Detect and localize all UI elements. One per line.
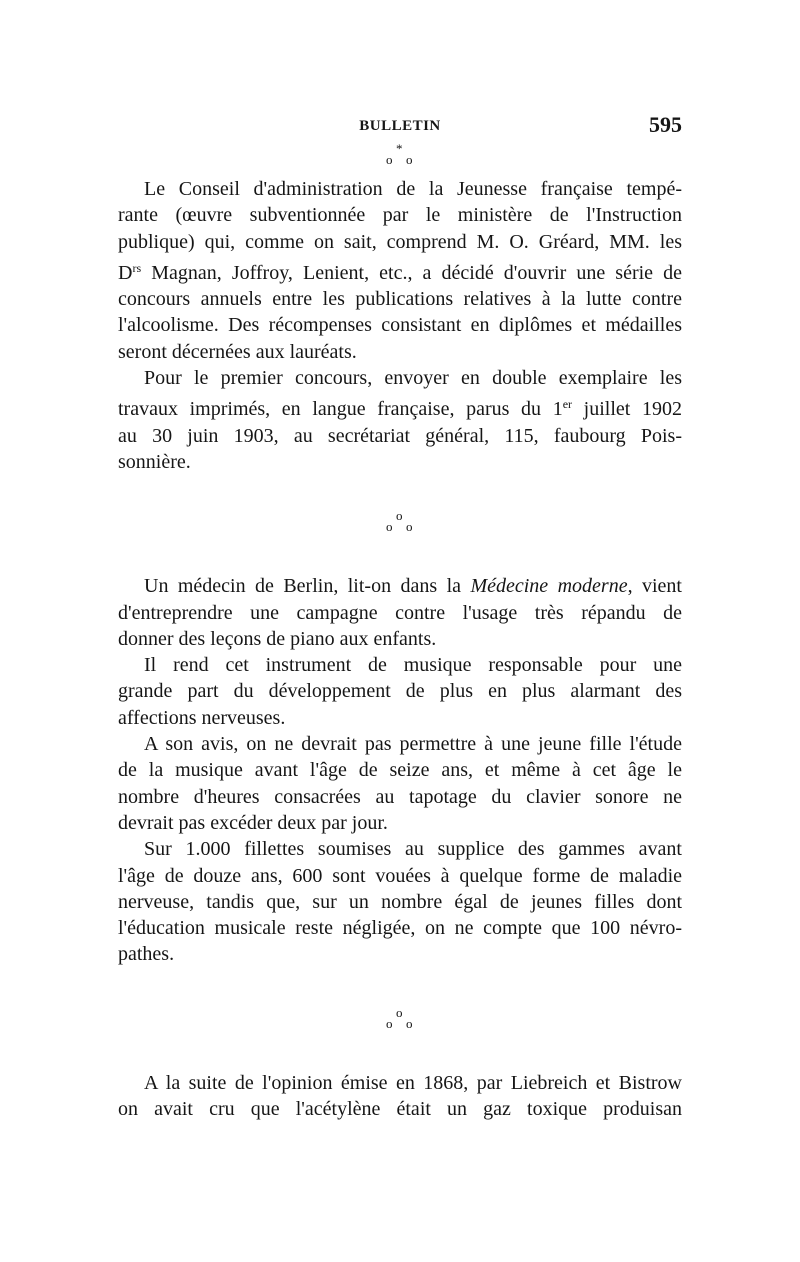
journal-title: Médecine moderne: [470, 575, 628, 598]
paragraph: [118, 1070, 682, 1123]
page: [118, 112, 682, 1122]
page-number: 595: [649, 112, 682, 137]
paragraph: [118, 365, 682, 475]
dr-prefix: D: [118, 261, 133, 284]
ornament-circle-icon: o: [386, 1015, 393, 1031]
ornament-circle-icon: o: [406, 152, 413, 167]
text-line: rante (œuvre subventionnée par le ministère de l'Instruction: [118, 204, 682, 227]
text-line: nerveuse, tandis que, sur un nombre égal de jeunes filles dont: [118, 890, 682, 913]
paragraph: [118, 836, 682, 967]
text-line: pathes.: [118, 943, 175, 966]
text-line: Il rend cet instrument de musique responsable pour une: [144, 654, 682, 677]
ornament-circle-icon: o: [386, 519, 393, 535]
text-line: [118, 391, 682, 422]
ornament-circle-icon: o: [406, 1015, 413, 1031]
text-line: donner des leçons de piano aux enfants.: [118, 627, 437, 650]
text-line: grande part du développement de plus en plus alarmant des: [118, 680, 682, 703]
text-line: [118, 255, 682, 286]
dr-superscript: rs: [132, 260, 142, 275]
text-fragment: , vient: [627, 575, 682, 598]
ornament-circle-icon: o: [396, 508, 403, 524]
paragraph: [118, 731, 682, 836]
text-line: A son avis, on ne devrait pas permettre à une jeune fille l'étude: [144, 733, 682, 756]
section-piano: [118, 573, 682, 967]
ordinal-superscript: er: [562, 397, 573, 412]
text-line: de la musique avant l'âge de seize ans, et même à cet âge le: [118, 759, 682, 782]
ornament-circle-icon: o: [396, 1004, 403, 1020]
section-ornament: [118, 142, 682, 172]
text-fragment: Magnan, Joffroy, Lenient, etc., a décidé d'ouvrir une série de: [151, 261, 682, 284]
text-line: d'entreprendre une campagne contre l'usage très répandu de: [118, 601, 682, 624]
text-line: [118, 573, 682, 599]
ornament-star-icon: *: [396, 141, 403, 156]
paragraph: [118, 652, 682, 731]
text-line: publique) qui, comme on sait, comprend M. O. Gréard, MM. les: [118, 230, 682, 253]
section-acetylene: [118, 1070, 682, 1123]
section-temperance: [118, 176, 682, 475]
running-title: BULLETIN: [359, 118, 441, 134]
ornament-circle-icon: o: [406, 519, 413, 535]
text-line: nombre d'heures consacrées au tapotage du clavier sonore ne: [118, 785, 682, 808]
ornament-circle-icon: o: [386, 152, 393, 167]
text-line: au 30 juin 1903, au secrétariat général, 115, faubourg Pois-: [118, 424, 682, 447]
text-line: l'éducation musicale reste négligée, on ne compte que 100 névro-: [118, 917, 682, 940]
text-line: affections nerveuses.: [118, 706, 286, 729]
page-header: [118, 112, 682, 142]
text-line: Sur 1.000 fillettes soumises au supplice des gammes avant: [144, 838, 682, 861]
section-ornament: [118, 1006, 682, 1036]
text-fragment: travaux imprimés, en langue française, parus du 1: [118, 398, 563, 421]
text-line: Pour le premier concours, envoyer en double exemplaire les: [144, 367, 682, 390]
text-line: on avait cru que l'acétylène était un gaz toxique produisan: [118, 1098, 682, 1121]
text-line: A la suite de l'opinion émise en 1868, par Liebreich et Bistrow: [144, 1071, 682, 1094]
paragraph: [118, 176, 682, 365]
paragraph: [118, 573, 682, 652]
text-line: concours annuels entre les publications relatives à la lutte contre: [118, 288, 682, 311]
text-line: l'alcoolisme. Des récompenses consistant en diplômes et médailles: [118, 314, 682, 337]
text-line: sonnière.: [118, 450, 191, 473]
text-line: seront décernées aux lauréats.: [118, 340, 357, 363]
text-line: Le Conseil d'administration de la Jeunesse française tempé-: [144, 178, 682, 200]
text-fragment: Un médecin de Berlin, lit-on dans la: [144, 575, 471, 598]
section-ornament: [118, 509, 682, 539]
text-fragment: juillet 1902: [572, 398, 682, 421]
text-line: l'âge de douze ans, 600 sont vouées à quelque forme de maladie: [118, 864, 682, 887]
text-line: devrait pas excéder deux par jour.: [118, 811, 388, 834]
